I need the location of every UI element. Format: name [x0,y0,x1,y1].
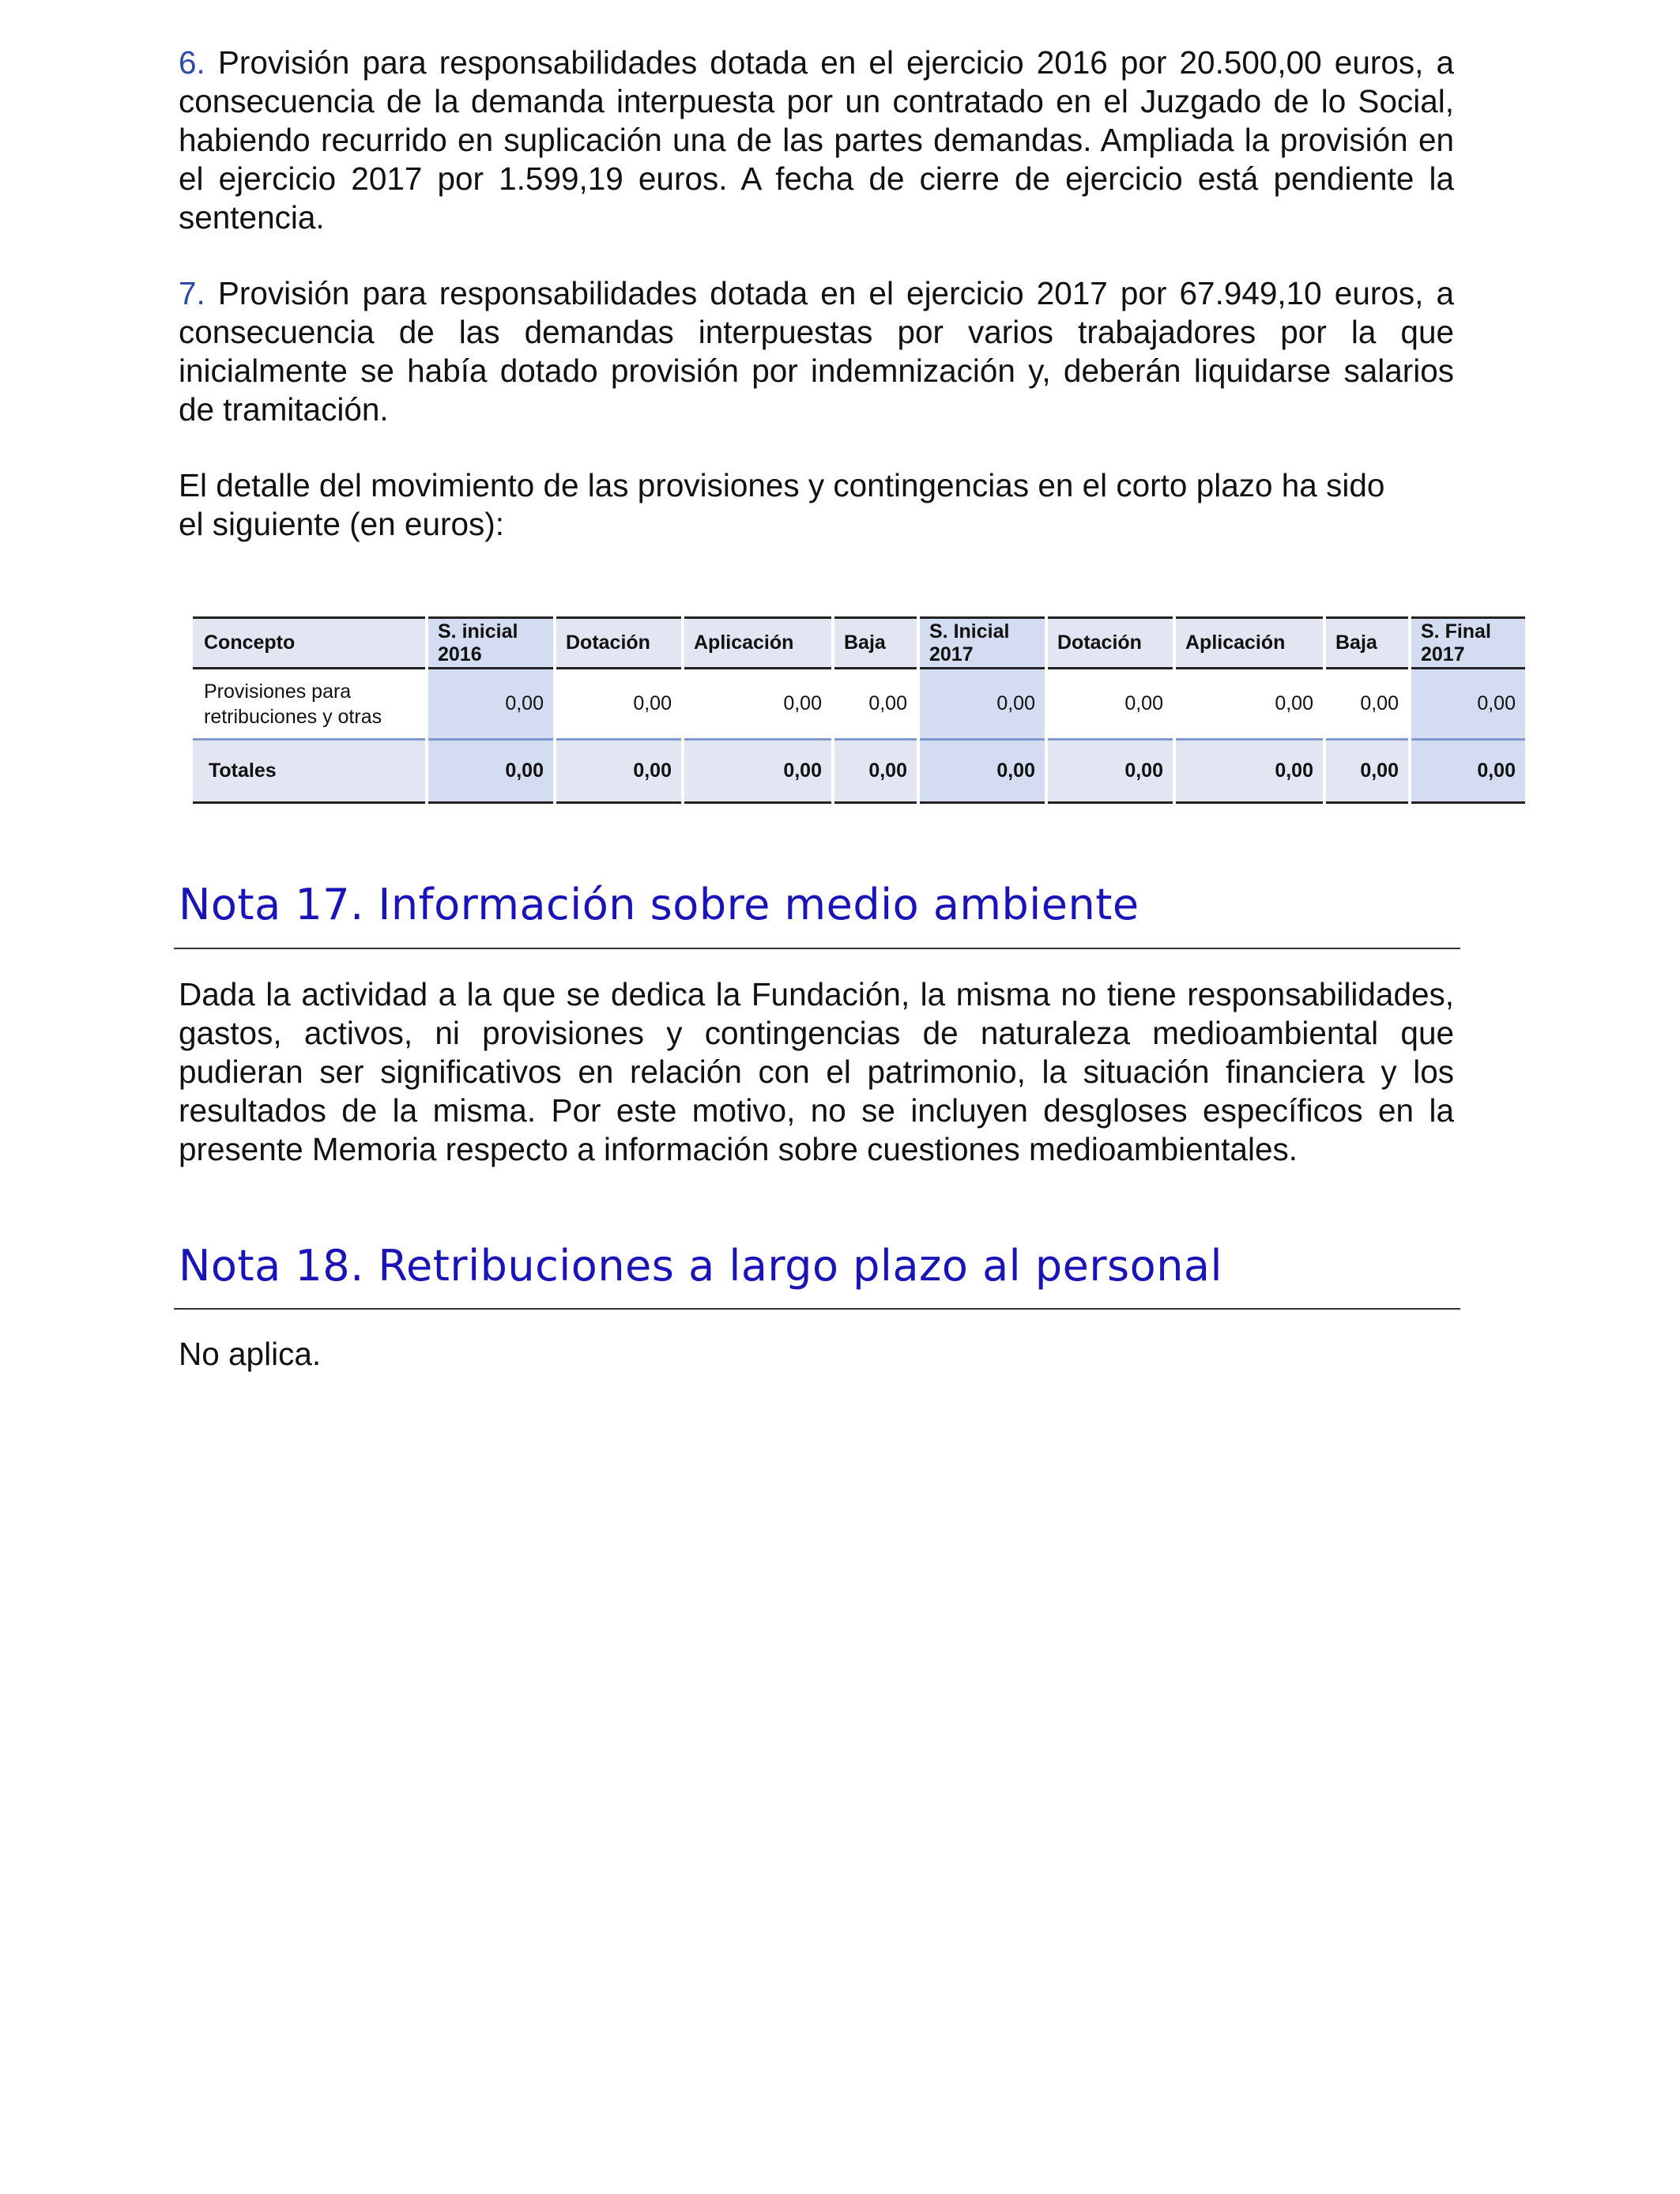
totals-row [191,740,1527,803]
header-dotacion-2017: Dotación [1046,618,1174,669]
total-value: 0,00 [555,740,683,803]
provisions-table [190,616,1528,804]
nota-18-text: No aplica. [179,1336,322,1372]
list-number-7: 7. [179,275,205,311]
cell-value: 0,00 [833,669,918,740]
header-saldo-inicial-2017: S. Inicial 2017 [918,618,1046,669]
nota-17-divider [174,948,1460,949]
cell-value: 0,00 [1174,669,1324,740]
header-aplicacion-2016: Aplicación [683,618,833,669]
cell-value: 0,00 [1046,669,1174,740]
header-baja-2016: Baja [833,618,918,669]
table-intro-line-1: El detalle del movimiento de las provisiones y contingencias en el corto plazo ha sido [179,467,1385,503]
header-baja-2017: Baja [1324,618,1410,669]
header-concepto: Concepto [191,618,427,669]
header-saldo-final-2017: S. Final 2017 [1410,618,1527,669]
cell-value: 0,00 [427,669,555,740]
table-intro-line-2: el siguiente (en euros): [179,506,504,542]
cell-value: 0,00 [918,669,1046,740]
nota-18-heading: Nota 18. Retribuciones a largo plazo al personal [179,1241,1223,1291]
total-value: 0,00 [1324,740,1410,803]
nota-17-heading: Nota 17. Información sobre medio ambiente [179,880,1139,929]
cell-value: 0,00 [1324,669,1410,740]
cell-value: 0,00 [1410,669,1527,740]
table-intro [179,466,1454,544]
header-saldo-inicial-2016: S. inicial 2016 [427,618,555,669]
header-aplicacion-2017: Aplicación [1174,618,1324,669]
total-value: 0,00 [1046,740,1174,803]
nota-17-text: Dada la actividad a la que se dedica la Fundación, la misma no tiene responsabilidades, gastos, activos, ni provisiones y contingencias de naturaleza medioambiental que pudieran ser significativos en relación con el patrimonio, la situación financiera y los resultados de la misma. Por este motivo, no se incluyen desgloses específicos en la presente Memoria respecto a información sobre cuestiones medioambientales. [179,976,1454,1167]
total-value: 0,00 [918,740,1046,803]
total-value: 0,00 [1410,740,1527,803]
paragraph-note-6 [179,43,1454,237]
list-number-6: 6. [179,44,205,81]
table-header-row [191,618,1527,669]
paragraph-note-6-text: Provisión para responsabilidades dotada en el ejercicio 2016 por 20.500,00 euros, a consecuencia de la demanda interpuesta por un contratado en el Juzgado de lo Social, habiendo recurrido en suplicación una de las partes demandas. Ampliada la provisión en el ejercicio 2017 por 1.599,19 euros. A fecha de cierre de ejercicio está pendiente la sentencia. [179,44,1454,236]
paragraph-note-7-text: Provisión para responsabilidades dotada en el ejercicio 2017 por 67.949,10 euros, a consecuencia de las demandas interpuestas por varios trabajadores por la que inicialmente se había dotado provisión por indemnización y, deberán liquidarse salarios de tramitación. [179,275,1454,428]
totals-label: Totales [191,740,427,803]
total-value: 0,00 [1174,740,1324,803]
header-dotacion-2016: Dotación [555,618,683,669]
total-value: 0,00 [683,740,833,803]
paragraph-note-7 [179,274,1454,429]
row-concept: Provisiones para retribuciones y otras [191,669,427,740]
nota-18-divider [174,1308,1460,1310]
total-value: 0,00 [427,740,555,803]
cell-value: 0,00 [683,669,833,740]
table-row [191,669,1527,740]
total-value: 0,00 [833,740,918,803]
cell-value: 0,00 [555,669,683,740]
